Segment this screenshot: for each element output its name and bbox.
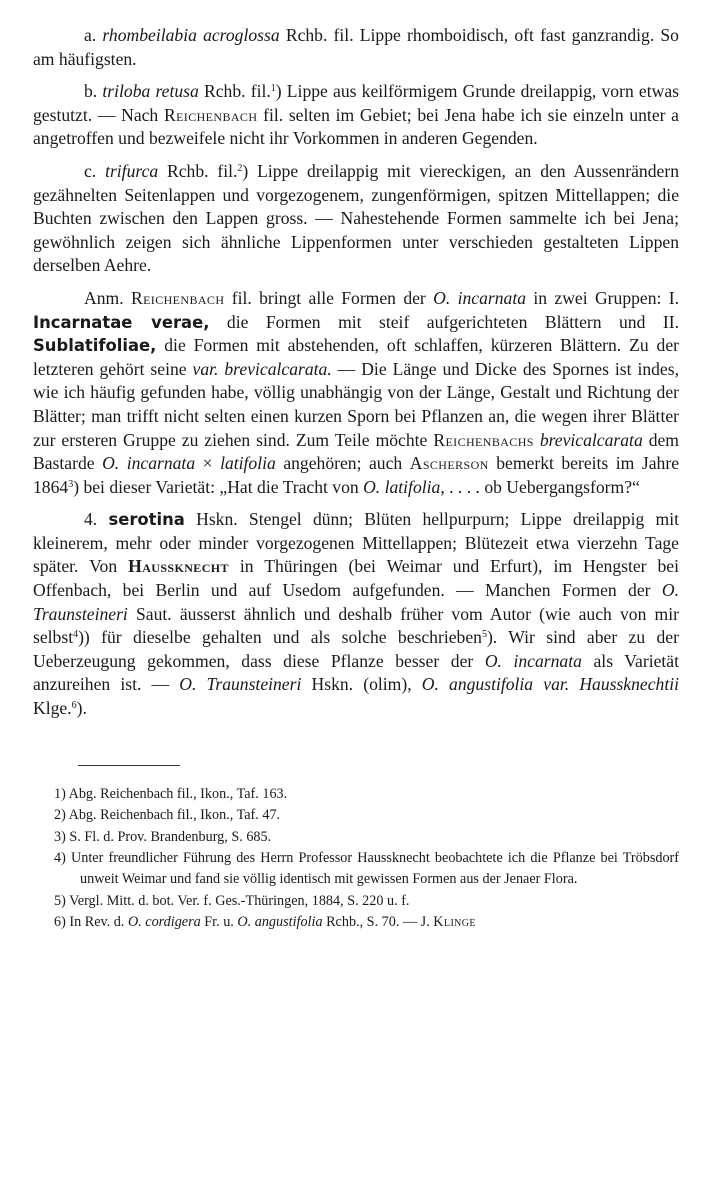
footnote-number: 2)	[54, 807, 66, 824]
variety-name: brevicalcarata	[539, 429, 643, 450]
footnote-6	[33, 912, 679, 933]
variety-name: trifurca	[105, 160, 159, 181]
text-run: In Rev. d.	[69, 914, 128, 931]
variety-name: triloba retusa	[102, 81, 199, 102]
text-run: fil. bringt alle Formen der	[224, 287, 434, 308]
species-name: O. incarnata	[102, 453, 196, 474]
footnote-1	[33, 784, 679, 805]
species-name: O. angustifolia	[237, 914, 323, 931]
footnote-ref: 2	[237, 162, 243, 174]
variety-description: Rchb. fil. Lippe rhomboidisch, oft fast ganzrandig. So am häufigsten.	[33, 25, 679, 69]
group-name: Sublatifoliae,	[33, 336, 157, 356]
text-run: — Die Länge und Dicke des Spornes ist indes, wie ich häufig gefunden habe, völlig unabhängig von der Länge, Gestalt und Richtung der Blätter; man trifft nicht selten einen kurzen Sporn bei Pflanzen an, die wegen ihrer Blätter zur ersteren Gruppe zu ziehen sind. Zum Teile möchte	[33, 358, 679, 450]
footnote-number: 3)	[54, 828, 66, 845]
footnote-number: 1)	[54, 785, 66, 802]
author-name: Reichenbach	[163, 104, 258, 125]
text-run: angehören; auch	[275, 453, 410, 474]
species-name: O. Traunsteineri	[179, 674, 302, 695]
text-run: ). Wir sind aber zu der Ueberzeugung gekommen, dass diese Pflanze besser der	[33, 627, 679, 671]
text-run: Rchb., S. 70. — J.	[322, 914, 434, 931]
text-run: fil. selten im Gebiet; bei Jena habe ich sie einzeln unter a angetroffen und bezweifele nicht ihr Vorkommen in anderen Gegenden.	[33, 104, 679, 149]
footnote-ref: 3	[68, 478, 74, 490]
author-abbrev: Rchb. fil.	[158, 160, 238, 181]
text-run: die Formen mit abstehenden, oft schlaffen, kürzeren Blättern. Zu der letzteren gehört seine	[33, 335, 679, 379]
footnote-divider	[78, 765, 180, 766]
species-name: O. Traunsteineri	[33, 580, 679, 624]
group-name: Incarnatae verae,	[33, 312, 210, 332]
text-run: ).	[76, 698, 87, 719]
text-run: dem Bastarde	[33, 429, 679, 474]
text-run: , . . . . ob Uebergangsform?“	[440, 476, 640, 497]
paragraph-variety-c	[33, 160, 679, 278]
footnote-ref: 6	[71, 700, 77, 712]
footnote-text: Abg. Reichenbach fil., Ikon., Taf. 163.	[68, 785, 288, 802]
hybrid-sign: ×	[195, 453, 221, 474]
species-name: O. incarnata	[433, 287, 527, 308]
variety-name: rhombeilabia acroglossa	[102, 25, 280, 45]
footnote-number: 4)	[54, 850, 66, 867]
footnote-4	[33, 848, 679, 889]
text-run: Klge.	[33, 698, 72, 719]
author-name: Haussknecht	[128, 556, 229, 577]
footnote-ref: 5	[481, 629, 487, 641]
text-run: in zwei Gruppen: I.	[526, 287, 680, 308]
species-name: O. cordigera	[127, 914, 201, 931]
paragraph-serotina	[33, 508, 679, 720]
text-run: in Thüringen (bei Weimar und Erfurt), im Hengster bei Offenbach, bei Berlin und auf Usedom aufgefunden. — Manchen Formen der	[33, 556, 679, 601]
footnote-5	[33, 891, 679, 912]
footnote-ref: 4	[73, 629, 79, 641]
species-name: O. latifolia	[363, 476, 441, 497]
variety-label: b.	[84, 81, 98, 102]
text-run: Saut. äusserst ähnlich und deshalb früher vom Autor (wie auch von mir selbst	[33, 603, 679, 648]
author-name: Reichenbach	[130, 287, 225, 308]
species-name: O. incarnata	[484, 650, 582, 671]
text-run: bemerkt bereits im Jahre 1864	[33, 453, 680, 497]
text-run: Hskn. Stengel dünn; Blüten hellpurpurn; Lippe dreilappig mit kleinerem, mehr oder minder vorgezogenen Mittellappen; Blütezeit etwa vierzehn Tage später. Von	[33, 509, 680, 577]
footnote-number: 6)	[54, 914, 66, 931]
text-run: Hskn. (olim),	[301, 674, 422, 695]
variety-label: a.	[84, 25, 97, 45]
text-run: die Formen mit steif aufgerichteten Blättern und II.	[209, 311, 679, 332]
variety-label: c.	[84, 160, 97, 181]
paragraph-variety-b	[33, 80, 679, 151]
footnote-text: Vergl. Mitt. d. bot. Ver. f. Ges.-Thüringen, 1884, S. 220 u. f.	[69, 892, 410, 909]
author-name: Reichenbachs	[433, 429, 534, 450]
species-name: O. angustifolia var. Haussknechtii	[421, 674, 679, 695]
author-abbrev: Rchb. fil.	[198, 81, 271, 102]
footnote-text: S. Fl. d. Prov. Brandenburg, S. 685.	[69, 828, 272, 845]
paragraph-variety-a	[33, 24, 679, 71]
footnote-ref: 1	[270, 83, 276, 95]
entry-number: 4.	[84, 509, 109, 530]
text-run: )) für dieselbe gehalten und als solche beschrieben	[78, 627, 482, 648]
footnote-number: 5)	[54, 892, 66, 909]
author-name: Ascherson	[409, 453, 489, 474]
footnote-2	[33, 805, 679, 826]
species-name: latifolia	[220, 453, 276, 474]
variety-name: var. brevicalcarata.	[192, 358, 332, 379]
footnote-text: Abg. Reichenbach fil., Ikon., Taf. 47.	[68, 807, 281, 824]
author-name: Klinge	[433, 914, 476, 931]
text-run: ) Lippe aus keilförmigem Grunde dreilappig, vorn etwas gestutzt. — Nach	[33, 81, 679, 125]
paragraph-annotation	[33, 287, 679, 499]
footnotes	[33, 784, 679, 933]
footnote-text: Unter freundlicher Führung des Herrn Professor Haussknecht beobachtete ich die Pflanze bei Tröbsdorf unweit Weimar und fand sie völlig identisch mit gewissen Formen aus der Jenaer Flora.	[71, 850, 680, 887]
text-run: als Varietät anzureihen ist. —	[33, 650, 679, 695]
text-run: ) bei dieser Varietät: „Hat die Tracht von	[73, 476, 364, 497]
variety-name: serotina	[108, 510, 185, 530]
text-run: Fr. u.	[200, 914, 238, 931]
footnote-3	[33, 827, 679, 848]
variety-description: ) Lippe dreilappig mit viereckigen, an den Aussenrändern gezähnelten Seitenlappen und vorgezogenem, zungenförmigen, spitzen Mittellappen; die Buchten zwischen den Lappen gross. — Nahestehende Formen sammelte ich bei Jena; gewöhnlich zeigen sich ähnliche Lippenformen unter verschieden gestalteten Lippen derselben Aehre.	[33, 160, 679, 276]
text-run: Anm.	[84, 287, 131, 308]
